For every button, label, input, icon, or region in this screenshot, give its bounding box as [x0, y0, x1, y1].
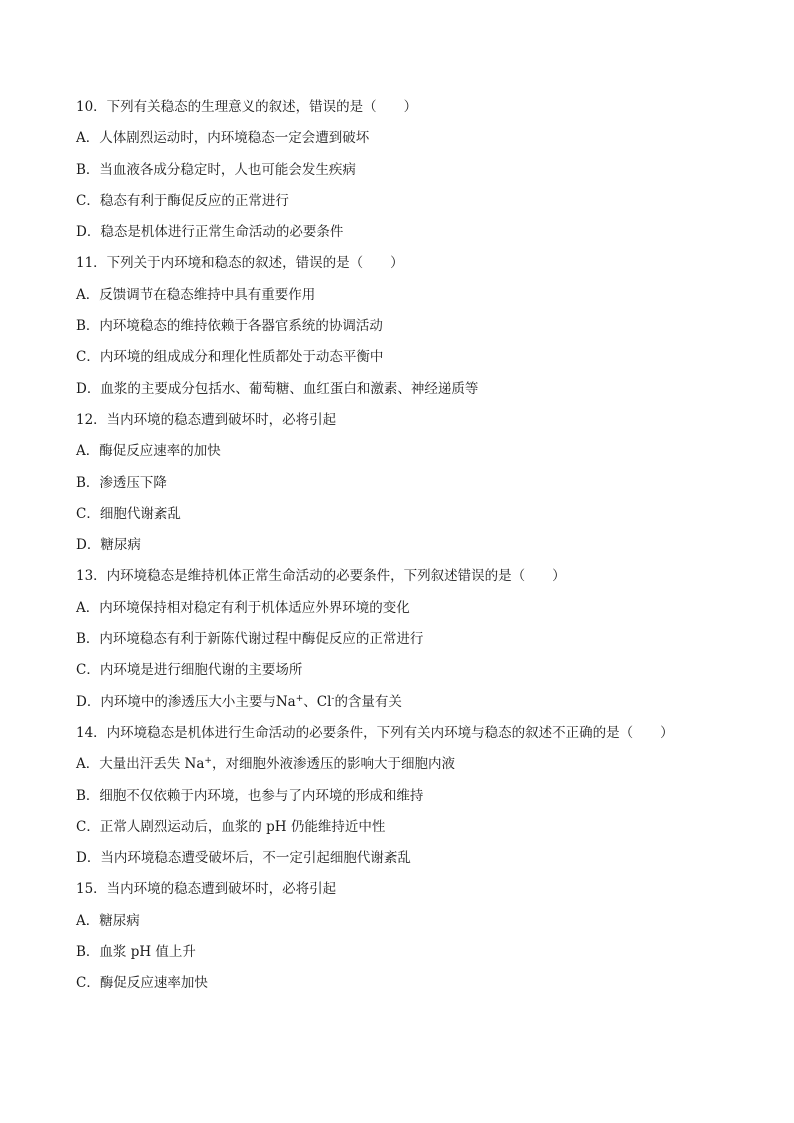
question-13-stem: 13．内环境稳态是维持机体正常生命活动的必要条件，下列叙述错误的是（ ） — [76, 568, 566, 585]
question-14-option-c: C．正常人剧烈运动后，血浆的 pH 仍能维持近中性 — [76, 818, 386, 835]
question-11-stem: 11．下列关于内环境和稳态的叙述，错误的是（ ） — [76, 255, 404, 272]
question-12-stem: 12．当内环境的稳态遭到破坏时，必将引起 — [76, 411, 337, 428]
sodium-charge: + — [295, 693, 304, 704]
question-10-stem: 10．下列有关稳态的生理意义的叙述，错误的是（ ） — [76, 99, 418, 115]
question-12-option-c: C．细胞代谢紊乱 — [76, 505, 181, 522]
question-10-option-c: C．稳态有利于酶促反应的正常进行 — [76, 192, 289, 209]
question-10-option-b: B．当血液各成分稳定时，人也可能会发生疾病 — [76, 161, 356, 178]
question-13-option-a: A．内环境保持相对稳定有利于机体适应外界环境的变化 — [76, 599, 410, 616]
question-15-option-c: C．酶促反应速率加快 — [76, 975, 208, 992]
question-14-stem: 14．内环境稳态是机体进行生命活动的必要条件，下列有关内环境与稳态的叙述不正确的是（ ） — [76, 724, 674, 741]
question-14-option-d: D．当内环境稳态遭受破坏后，不一定引起细胞代谢紊乱 — [76, 850, 411, 867]
question-12-option-a: A．酶促反应速率的加快 — [76, 443, 221, 460]
question-10-option-d: D．稳态是机体进行正常生命活动的必要条件 — [76, 224, 344, 241]
option-d-text: D．内环境中的渗透压大小主要与Na — [76, 693, 296, 710]
question-14-option-b: B．细胞不仅依赖于内环境，也参与了内环境的形成和维持 — [76, 787, 424, 804]
question-13-option-b: B．内环境稳态有利于新陈代谢过程中酶促反应的正常进行 — [76, 631, 424, 648]
question-12-option-d: D．糖尿病 — [76, 537, 141, 554]
question-11-option-d: D．血浆的主要成分包括水、葡萄糖、血红蛋白和激素、神经递质等 — [76, 380, 479, 397]
question-10-option-a: A．人体剧烈运动时，内环境稳态一定会遭到破坏 — [76, 130, 370, 147]
chloride-charge: - — [331, 693, 335, 704]
question-15-option-a: A．糖尿病 — [76, 912, 140, 929]
option-d-text: 的含量有关 — [334, 693, 402, 710]
question-11-option-b: B．内环境稳态的维持依赖于各器官系统的协调活动 — [76, 318, 383, 335]
option-a-text: ，对细胞外液渗透压的影响大于细胞内液 — [211, 756, 455, 773]
question-15-stem: 15．当内环境的稳态遭到破坏时，必将引起 — [76, 881, 337, 898]
question-13-option-d — [76, 692, 736, 712]
option-d-text: 、Cl — [303, 693, 332, 710]
option-a-text: A．大量出汗丢失 Na — [76, 756, 205, 773]
question-12-option-b: B．渗透压下降 — [76, 474, 167, 491]
sodium-charge: + — [204, 756, 212, 767]
question-13-option-c: C．内环境是进行细胞代谢的主要场所 — [76, 662, 303, 679]
question-11-option-c: C．内环境的组成成分和理化性质都处于动态平衡中 — [76, 349, 384, 366]
question-11-option-a: A．反馈调节在稳态维持中具有重要作用 — [76, 286, 316, 303]
question-sheet — [76, 97, 736, 1005]
question-14-option-a — [76, 754, 736, 774]
question-15-option-b: B．血浆 pH 值上升 — [76, 944, 196, 961]
